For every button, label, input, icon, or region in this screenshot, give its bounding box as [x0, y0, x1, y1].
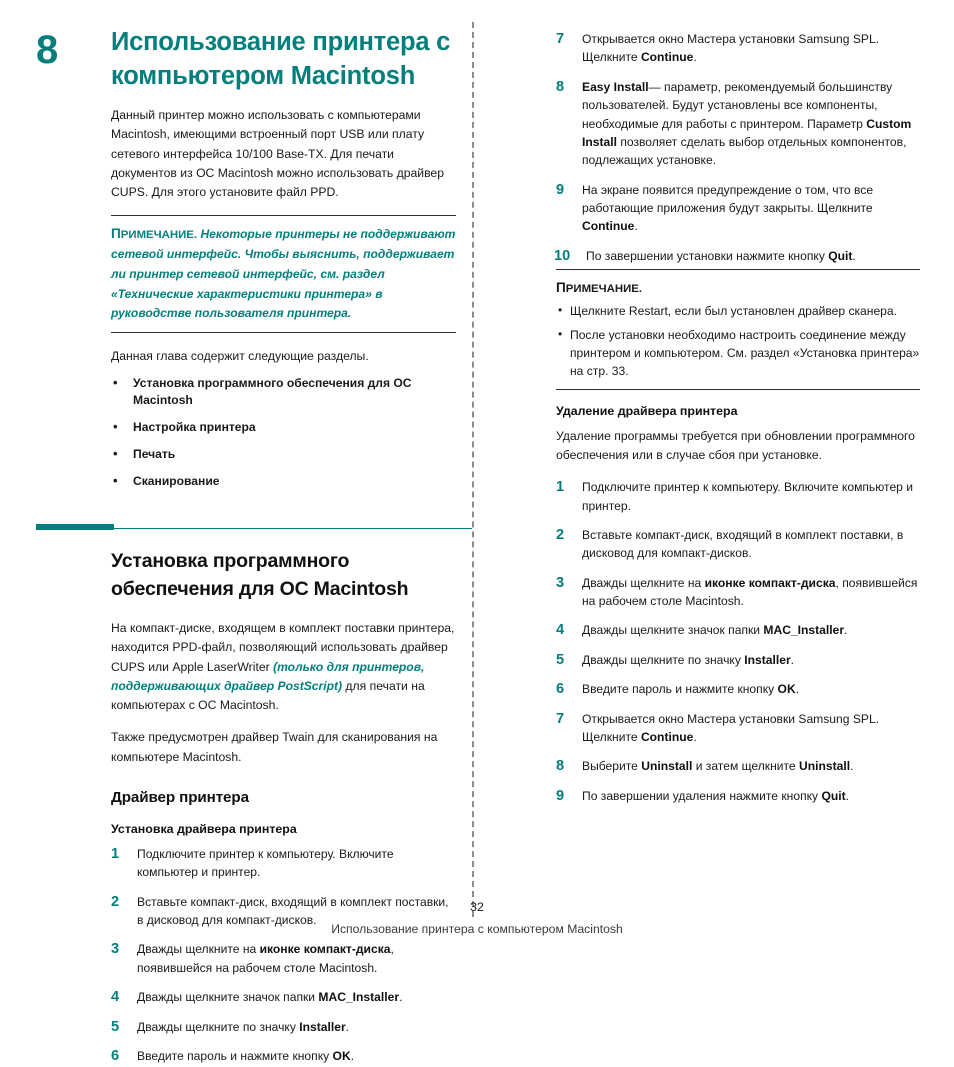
- step-text: Подключите принтер к компьютеру. Включите компьютер и принтер.: [137, 846, 394, 880]
- step-text: .: [790, 652, 795, 667]
- step-number: 8: [556, 758, 565, 775]
- step-emphasis: Installer: [744, 652, 791, 667]
- step-number: 4: [556, 622, 565, 639]
- step-emphasis: Quit: [821, 788, 846, 803]
- section-title: Установка программного обеспечения для ОС Macintosh: [111, 549, 409, 600]
- note-text: Некоторые принтеры не поддерживают сетевой интерфейс. Чтобы выяснить, поддерживает ли принтер сетевой интерфейс, см. раздел «Технические характеристики принтера» в руководстве пользователя принтера.: [111, 227, 456, 321]
- step-emphasis: иконке компакт-диска: [259, 942, 391, 957]
- step-text: .: [350, 1048, 355, 1063]
- install-section-body: [111, 619, 456, 1065]
- step-text: Дважды щелкните на: [582, 575, 705, 590]
- step-emphasis: Uninstall: [799, 759, 851, 774]
- intro-paragraph: Данный принтер можно использовать с компьютерами Macintosh, имеющими встроенный порт USB или плату сетевого интерфейса 10/100 Base-TX. Для печати документов из ОС Macintosh можно использовать драйвер CUPS. Для этого установите файл PPD.: [111, 108, 444, 200]
- step-text: — параметр, рекомендуемый большинству пользователей. Будут установлены все компоненты, необходимые для работы с принтером. Параметр: [582, 79, 893, 131]
- step-number: 8: [556, 78, 565, 95]
- note-bullet-item: • Щелкните Restart, если был установлен драйвер сканера.: [556, 302, 920, 320]
- step-text: По завершении удаления нажмите кнопку: [582, 788, 822, 803]
- note-label-line: [556, 277, 920, 299]
- step-text: Открывается окно Мастера установки Samsung SPL. Щелкните: [582, 711, 880, 744]
- step-number: 2: [111, 893, 120, 910]
- toc-item[interactable]: • Сканирование: [111, 473, 456, 490]
- step-text: , появившейся на рабочем столе Macintosh.: [582, 575, 918, 609]
- note-bullet-item: • После установки необходимо настроить соединение между принтером и компьютером. См. раздел «Установка принтера» на стр. 33.: [556, 326, 920, 381]
- chapter-number: 8: [36, 28, 58, 72]
- step-item: [556, 651, 920, 669]
- step-item: [111, 940, 456, 977]
- step-item: [556, 478, 920, 515]
- step-number: 1: [111, 845, 120, 862]
- step-text: Открывается окно Мастера установки Samsung SPL. Щелкните: [582, 32, 880, 65]
- install-steps-continued-list: [556, 30, 920, 265]
- step-emphasis: Continue: [582, 219, 635, 234]
- step-text: По завершении установки нажмите кнопку: [586, 248, 829, 263]
- step-text: .: [795, 682, 800, 697]
- note-label: ПРИМЕЧАНИЕ.: [111, 226, 198, 242]
- step-number: 6: [556, 681, 565, 698]
- step-text: Введите пароль и нажмите кнопку: [582, 682, 778, 697]
- step-emphasis: Uninstall: [641, 759, 693, 774]
- note-bullet-list: [556, 302, 920, 381]
- step-emphasis: OK: [332, 1048, 351, 1063]
- step-text: , появившейся на рабочем столе Macintosh.: [137, 942, 394, 975]
- step-text: Вставьте компакт-диск, входящий в комплект поставки, в дисковод для компакт-дисков.: [582, 527, 904, 561]
- step-emphasis: иконке компакт-диска: [704, 575, 836, 590]
- install-steps-list: [111, 845, 456, 1065]
- step-item: [556, 757, 920, 775]
- rule-thick-segment: [36, 524, 114, 530]
- uninstall-paragraph: Удаление программы требуется при обновлении программного обеспечения или в случае сбоя при установке.: [556, 428, 915, 462]
- step-text: и затем щелкните: [692, 759, 800, 774]
- step-item: [556, 30, 920, 67]
- chapter-title: Использование принтера с компьютером Macintosh: [111, 28, 451, 90]
- step-text: Дважды щелкните на: [137, 942, 260, 957]
- step-number: 3: [111, 941, 120, 958]
- step-text: Подключите принтер к компьютеру. Включите компьютер и принтер.: [582, 480, 914, 513]
- step-text: Дважды щелкните по значку: [137, 1019, 300, 1034]
- note-label: ПРИМЕЧАНИЕ.: [556, 280, 643, 296]
- right-column: [556, 30, 920, 805]
- section-accent-rule: [36, 524, 472, 531]
- step-emphasis: Quit: [828, 248, 853, 263]
- toc-item[interactable]: • Печать: [111, 446, 456, 463]
- note-box-network: [111, 215, 456, 332]
- step-item: [556, 78, 920, 170]
- step-text: .: [399, 990, 403, 1005]
- step-emphasis: Continue: [640, 729, 694, 744]
- step-number: 5: [556, 651, 565, 668]
- step-number: 2: [556, 526, 565, 543]
- step-text: .: [345, 1019, 350, 1034]
- page-footer: [0, 900, 954, 936]
- step-emphasis: OK: [777, 682, 796, 697]
- step-emphasis: Installer: [299, 1019, 346, 1034]
- toc-item[interactable]: • Настройка принтера: [111, 419, 456, 436]
- column-divider: [472, 22, 474, 917]
- driver-heading: Драйвер принтера: [111, 788, 249, 806]
- step-emphasis: Continue: [640, 50, 694, 65]
- step-text: Выберите: [582, 759, 642, 774]
- step-text: .: [693, 729, 697, 744]
- step-item: [111, 845, 456, 882]
- chapter-header: [36, 26, 456, 106]
- step-number: 6: [111, 1047, 120, 1064]
- chapter-toc-list: [111, 375, 456, 490]
- uninstall-heading: Удаление драйвера принтера: [556, 403, 738, 418]
- step-text: .: [634, 219, 638, 234]
- step-text: .: [850, 759, 854, 774]
- rule-thin-segment: [114, 528, 472, 529]
- step-number: 7: [556, 710, 565, 727]
- step-number: 10: [554, 247, 571, 264]
- install-driver-heading: Установка драйвера принтера: [111, 821, 297, 836]
- install-paragraph-1: На компакт-диске, входящем в комплект поставки принтера, находится PPD-файл, позволяющий использовать драйвер CUPS или Apple LaserWriter (только для принтеров, поддерживающих драйвер PostScript) для печати на компьютерах с ОС Macintosh.: [111, 621, 455, 713]
- note-box-restart: [556, 269, 920, 390]
- step-item: [111, 1047, 456, 1065]
- page-number: 32: [470, 900, 484, 914]
- step-text: позволяет сделать выбор отдельных компонентов, подлежащих установке.: [582, 134, 907, 168]
- step-number: 9: [556, 787, 565, 804]
- step-emphasis: MAC_Installer: [763, 623, 845, 638]
- toc-lead: Данная глава содержит следующие разделы.: [111, 348, 369, 363]
- step-number: 9: [556, 181, 565, 198]
- step-item: [556, 787, 920, 805]
- step-number: 7: [556, 31, 565, 47]
- step-text: Введите пароль и нажмите кнопку: [137, 1048, 333, 1063]
- step-item: [111, 1018, 456, 1036]
- step-item: [556, 621, 920, 639]
- install-paragraph-2: Также предусмотрен драйвер Twain для сканирования на компьютере Macintosh.: [111, 730, 438, 764]
- step-text: Дважды щелкните значок папки: [137, 990, 319, 1005]
- step-number: 4: [111, 989, 120, 1006]
- step-item: [556, 526, 920, 563]
- intro-block: [111, 106, 456, 490]
- step-item: [556, 181, 920, 236]
- postscript-emphasis: (только для принтеров, поддерживающих драйвер PostScript): [111, 659, 425, 693]
- step-text: Вставьте компакт-диск, входящий в комплект поставки, в дисковод для компакт-дисков.: [137, 894, 449, 928]
- step-text: .: [852, 248, 856, 263]
- step-number: 1: [556, 479, 565, 496]
- step-item: [556, 574, 920, 611]
- step-number: 3: [556, 574, 565, 591]
- step-text: .: [844, 623, 848, 638]
- step-emphasis: Easy Install: [582, 79, 649, 94]
- running-title: Использование принтера с компьютером Macintosh: [331, 922, 623, 936]
- step-text: .: [845, 788, 850, 803]
- step-item: [556, 710, 920, 747]
- step-emphasis: MAC_Installer: [318, 990, 400, 1005]
- note-content: [111, 223, 456, 323]
- step-number: 5: [111, 1018, 120, 1035]
- step-text: Дважды щелкните по значку: [582, 652, 745, 667]
- step-text: .: [693, 50, 697, 65]
- step-item: [556, 247, 920, 265]
- step-text: На экране появится предупреждение о том, что все работающие приложения будут закрыты. Щелкните: [582, 182, 874, 215]
- step-item: [556, 680, 920, 698]
- step-text: Дважды щелкните значок папки: [582, 623, 764, 638]
- uninstall-steps-list: [556, 478, 920, 805]
- toc-item[interactable]: • Установка программного обеспечения для ОС Macintosh: [111, 375, 456, 409]
- step-item: [111, 988, 456, 1006]
- step-emphasis: Custom Install: [582, 116, 912, 149]
